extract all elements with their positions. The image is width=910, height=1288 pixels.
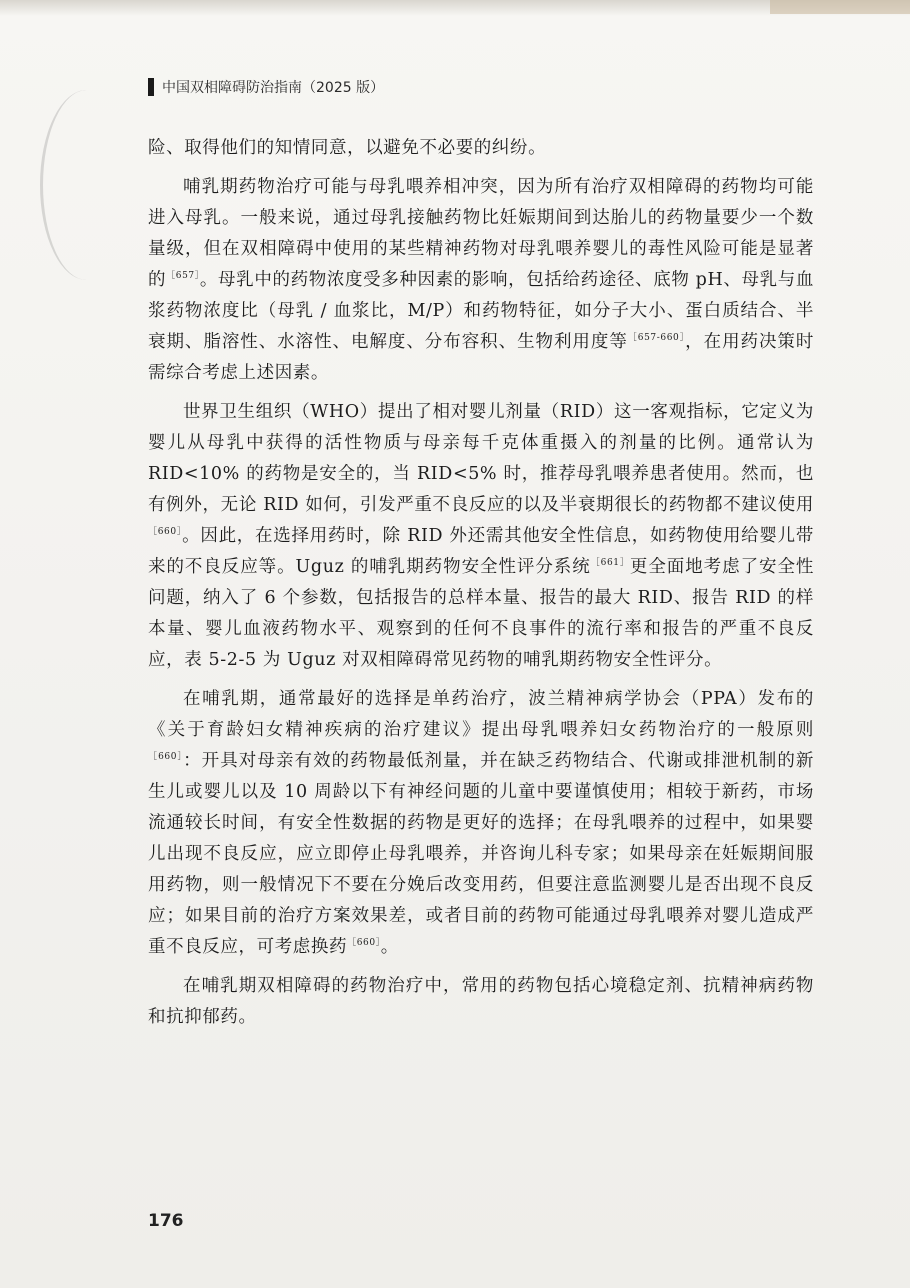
header-title: 中国双相障碍防治指南（2025 版） [162, 80, 385, 96]
paragraph-continuation [148, 133, 814, 164]
text-run: ：开具对母亲有效的药物最低剂量，并在缺乏药物结合、代谢或排泄机制的新生儿或婴儿以及 10 周龄以下有神经问题的儿童中要谨慎使用；相较于新药，市场流通较长时间，有安全性数据的药物是更好的选择；在母乳喂养的过程中，如果婴儿出现不良反应，应立即停止母乳喂养，并咨询儿科专家；如果母亲在妊娠期间服用药物，则一般情况下不要在分娩后改变用药，但要注意监测婴儿是否出现不良反应；如果目前的治疗方案效果差，或者目前的药物可能通过母乳喂养对婴儿造成严重不良反应，可考虑换药 [148, 751, 814, 957]
text-run: 。因此，在选择用药时，除 RID 外还需其他安全性信息，如药物使用给婴儿带来的不良反应等。Uguz 的哺乳期药物安全性评分系统 [148, 526, 814, 577]
text-run: 在哺乳期，通常最好的选择是单药治疗，波兰精神病学协会（PPA）发布的《关于育龄妇女精神疾病的治疗建议》提出母乳喂养妇女药物治疗的一般原则 [148, 689, 814, 740]
scan-top-edge [0, 0, 910, 16]
body-text [148, 133, 814, 1041]
text-run: 哺乳期药物治疗可能与母乳喂养相冲突，因为所有治疗双相障碍的药物均可能进入母乳。一般来说，通过母乳接触药物比妊娠期间到达胎儿的药物量要少一个数量级，但在双相障碍中使用的某些精神药物对母乳喂养婴儿的毒性风险可能是显著的 [148, 177, 814, 290]
text-run: ，在用药决策时需综合考虑上述因素。 [148, 332, 814, 383]
running-header [148, 76, 384, 98]
citation-ref: ［657-660］ [627, 333, 686, 344]
text-run: 更全面地考虑了安全性问题，纳入了 6 个参数，包括报告的总样本量、报告的最大 RID、报告 RID 的样本量、婴儿血液药物水平、观察到的任何不良事件的流行率和报告的严重不良反应，表 5-2-5 为 Uguz 对双相障碍常见药物的哺乳期药物安全性评分。 [148, 557, 815, 670]
paragraph-ppa-principles [148, 684, 814, 963]
paragraph-breastfeeding-conflict [148, 172, 814, 389]
text-run: 在哺乳期双相障碍的药物治疗中，常用的药物包括心境稳定剂、抗精神病药物和抗抑郁药。 [148, 976, 814, 1027]
citation-ref: ［661］ [590, 558, 630, 569]
citation-ref: ［657］ [166, 271, 200, 282]
text-run: 险、取得他们的知情同意，以避免不必要的纠纷。 [148, 138, 547, 158]
text-run: 世界卫生组织（WHO）提出了相对婴儿剂量（RID）这一客观指标，它定义为婴儿从母乳中获得的活性物质与母亲每千克体重摄入的剂量的比例。通常认为 RID<10% 的药物是安全的，当 RID<5% 时，推荐母乳喂养患者使用。然而，也有例外，无论 RID 如何，引发严重不良反应的以及半衰期很长的药物都不建议使用 [148, 402, 814, 515]
page-number: 176 [148, 1211, 184, 1231]
paragraph-common-drugs [148, 971, 814, 1033]
header-bar-icon [148, 78, 154, 96]
scan-binding-shadow [40, 90, 133, 280]
paragraph-rid [148, 397, 814, 676]
text-run: 。 [380, 937, 399, 957]
citation-ref: ［660］ [148, 752, 184, 763]
text-run: 。母乳中的药物浓度受多种因素的影响，包括给药途径、底物 pH、母乳与血浆药物浓度比（母乳 / 血浆比，M/P）和药物特征，如分子大小、蛋白质结合、半衰期、脂溶性、水溶性、电解度、分布容积、生物利用度等 [148, 270, 814, 352]
citation-ref: ［660］ [148, 527, 183, 538]
scan-tab-strip [770, 0, 910, 14]
citation-ref: ［660］ [347, 938, 381, 949]
